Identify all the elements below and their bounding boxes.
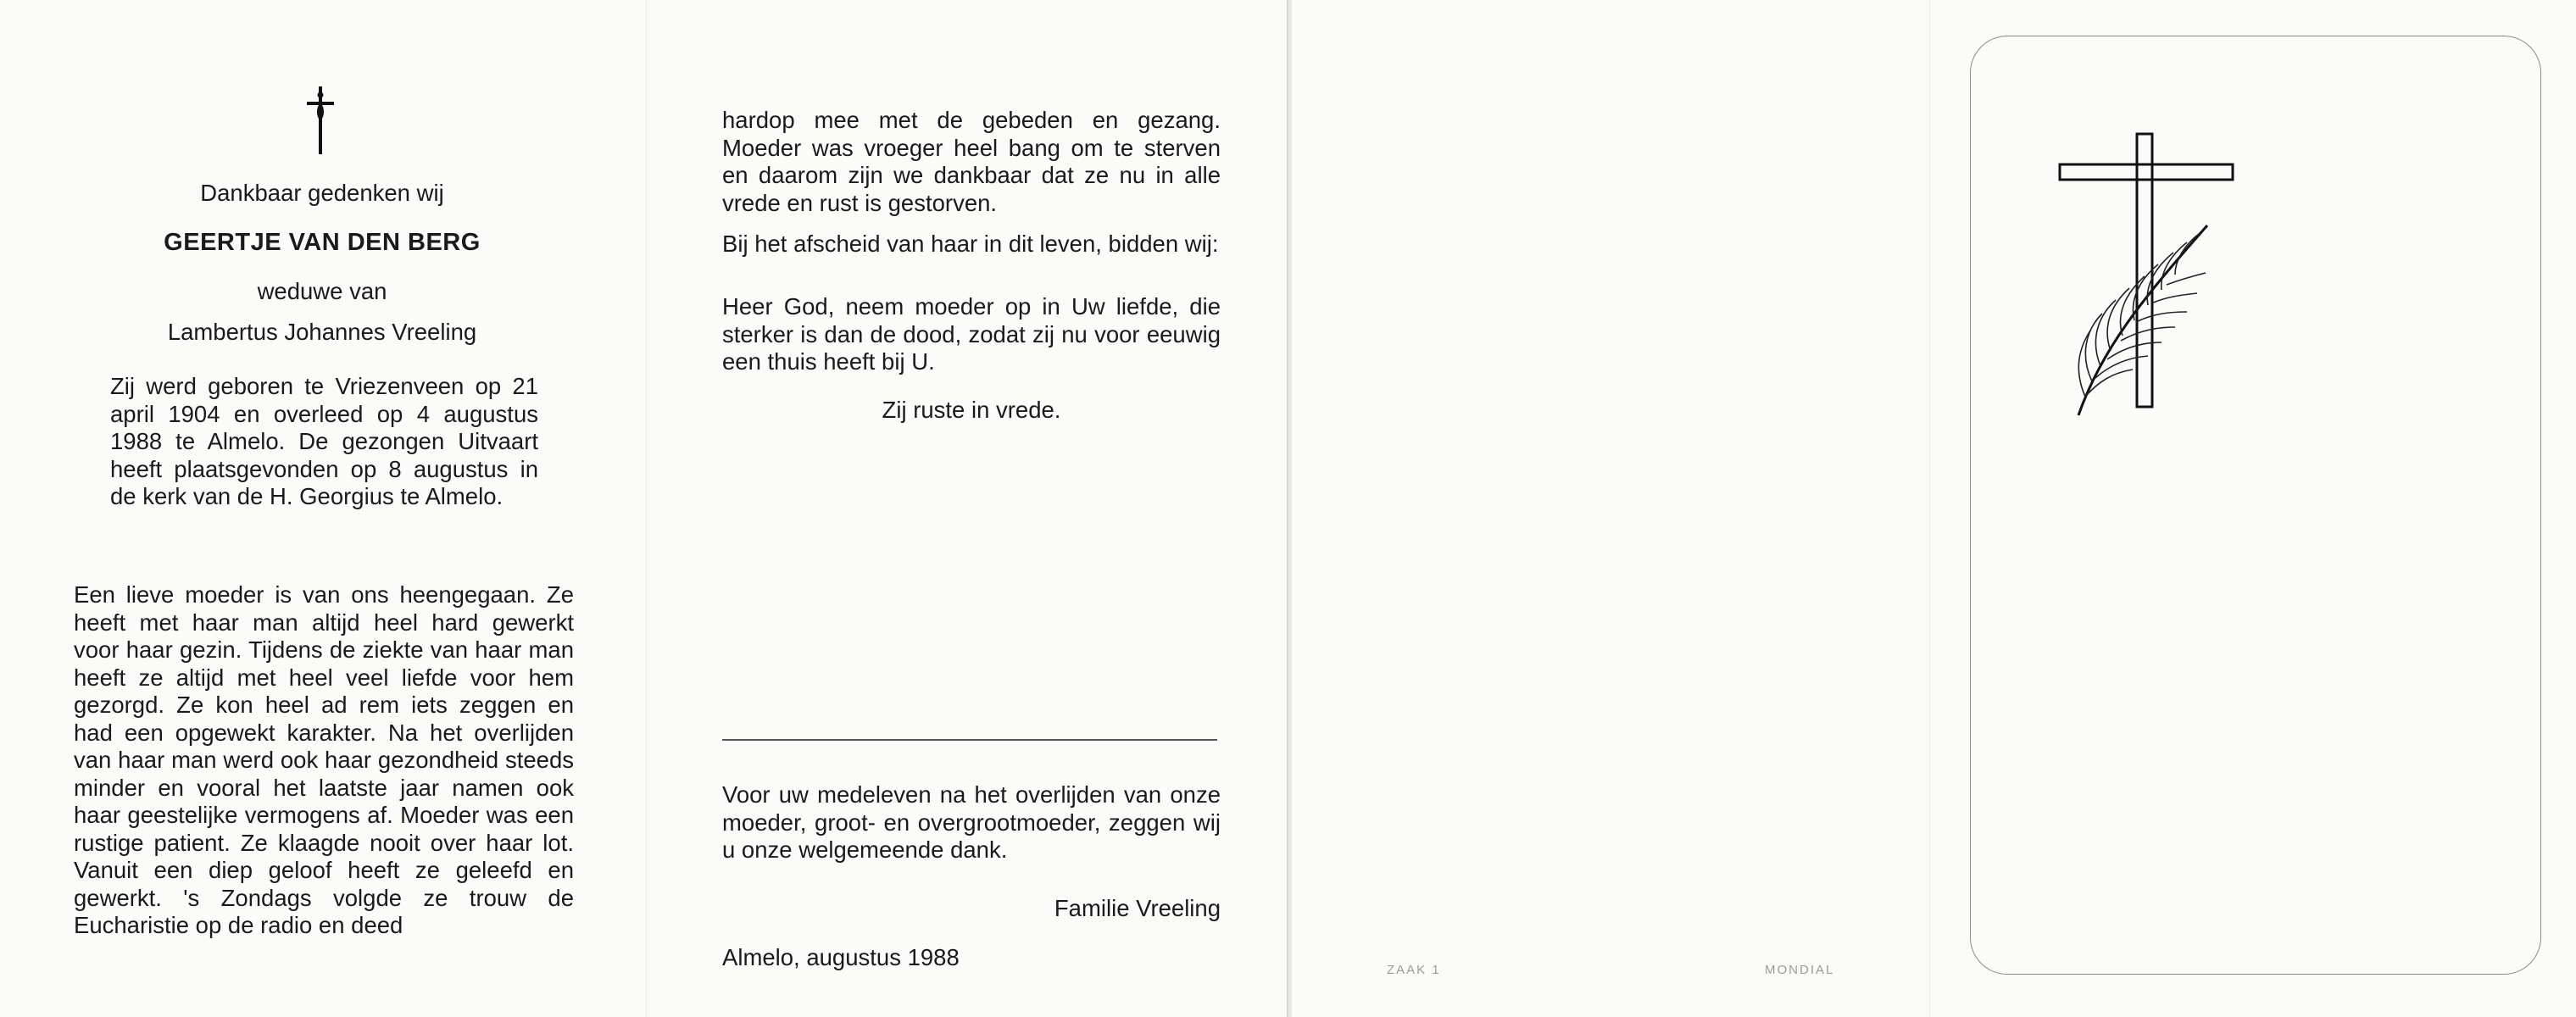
- widow-of-label: weduwe van: [257, 278, 387, 304]
- cross-with-palm-icon: [2051, 127, 2246, 424]
- closing-line: Zij ruste in vrede.: [882, 397, 1061, 423]
- place-date: Almelo, augustus 1988: [722, 944, 960, 970]
- family-signature: Familie Vreeling: [1054, 895, 1221, 921]
- tribute-text: Een lieve moeder is van ons heengegaan. Ze heeft met haar man altijd heel hard gewerkt voor haar gezin. Tijdens de ziekte van haar man heeft ze altijd met heel veel liefde voor hem gezorgd. Ze kon heel ad rem iets zeggen en had een opgewekt karakter. Na het overlijden van haar man werd ook haar gezondheid steeds minder en vooral het laatste jaar namen ook haar geestelijke vermogens af. Moeder was een rustige patient. Ze klaagde nooit over haar lot. Vanuit een diep geloof heeft ze geleefd en gewerkt. 's Zondags volgde ze trouw de Eucharistie op de radio en deed: [74, 581, 574, 938]
- separator-line: [722, 739, 1217, 741]
- deceased-name: GEERTJE VAN DEN BERG: [164, 229, 481, 256]
- crucifix-icon: [302, 85, 339, 156]
- fold-line: [646, 0, 647, 1017]
- brand-mark: MONDIAL: [1765, 963, 1835, 977]
- spouse-name: Lambertus Johannes Vreeling: [167, 319, 477, 345]
- thanks-text: Voor uw medeleven na het overlijden van onze moeder, groot- en overgrootmoeder, zeggen wij u onze welgemeende dank.: [722, 781, 1221, 863]
- biography: Zij werd geboren te Vriezenveen op 21 april 1904 en overleed op 4 augustus 1988 te Almelo. De gezongen Uitvaart heeft plaatsgevonden op 8 augustus in de kerk van de H. Georgius te Almelo.: [110, 373, 538, 509]
- prayer-intro: Bij het afscheid van haar in dit leven, bidden wij:: [722, 231, 1219, 257]
- heading: Dankbaar gedenken wij: [200, 180, 444, 206]
- prayer: Heer God, neem moeder op in Uw liefde, die sterker is dan de dood, zodat zij nu voor eeuwig een thuis heeft bij U.: [722, 293, 1221, 375]
- printer-mark: ZAAK 1: [1387, 963, 1441, 977]
- fold-line: [1929, 0, 1930, 1017]
- tribute-continuation: hardop mee met de gebeden en gezang. Moeder was vroeger heel bang om te sterven en daarom zijn we dankbaar dat ze nu in alle vrede en rust is gestorven.: [722, 107, 1221, 216]
